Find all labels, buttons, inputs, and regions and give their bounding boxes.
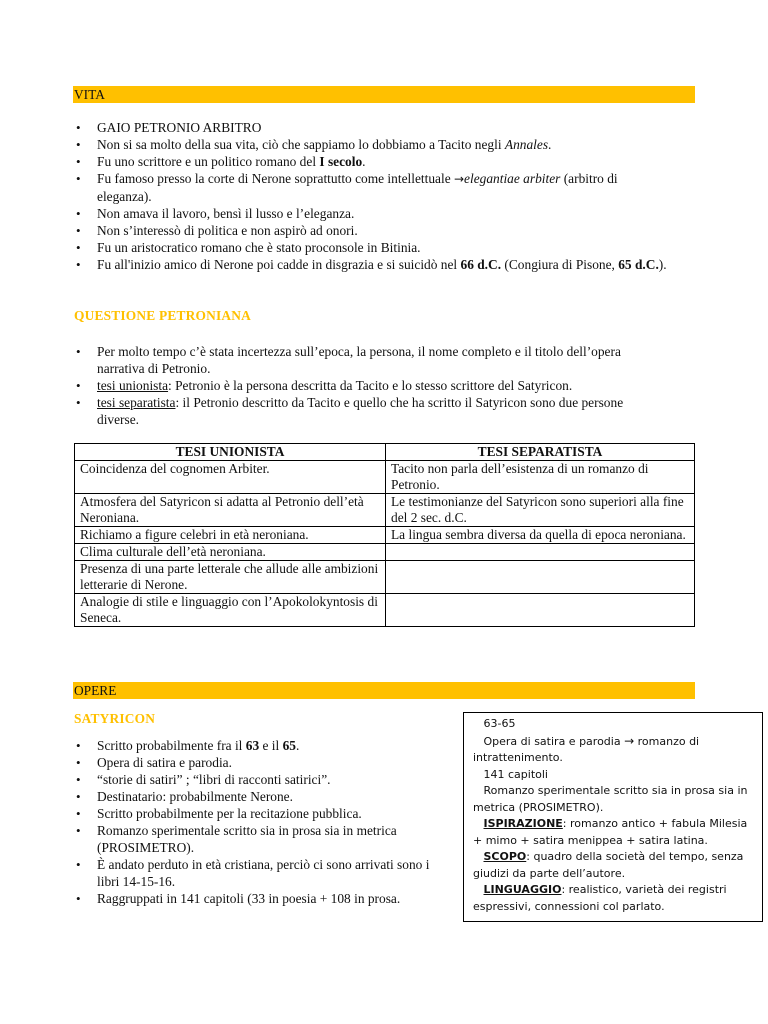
satyricon-list	[74, 737, 452, 907]
table-cell: La lingua sembra diversa da quella di epoca neroniana.	[386, 527, 695, 544]
summary-line: Romanzo sperimentale scritto sia in prosa sia in metrica (PROSIMETRO).	[473, 784, 748, 814]
list-item: • Opera di satira e parodia.	[74, 754, 452, 771]
questione-list	[74, 343, 664, 428]
section-heading-opere: OPERE	[73, 682, 695, 699]
summary-line: 63-65	[483, 717, 516, 730]
summary-box	[463, 712, 763, 922]
table-cell: Le testimonianze del Satyricon sono superiori alla fine del 2 sec. d.C.	[386, 494, 695, 527]
list-item: • È andato perduto in età cristiana, perciò ci sono arrivati sono i libri 14-15-16.	[74, 856, 452, 890]
table-cell: Richiamo a figure celebri in età neroniana.	[75, 527, 386, 544]
table-header-row	[75, 444, 695, 461]
summary-line: Opera di satira e parodia → romanzo di intrattenimento.	[473, 733, 700, 764]
list-item: • tesi unionista: Petronio è la persona descritta da Tacito e lo stesso scrittore del Satyricon.	[74, 377, 664, 394]
table-row	[75, 494, 695, 527]
list-item: • “storie di satiri” ; “libri di racconti satirici”.	[74, 771, 452, 788]
table-row	[75, 561, 695, 594]
table-cell: Coincidenza del cognomen Arbiter.	[75, 461, 386, 494]
table-row	[75, 594, 695, 627]
table-cell: Atmosfera del Satyricon si adatta al Petronio dell’età Neroniana.	[75, 494, 386, 527]
table-cell: Analogie di stile e linguaggio con l’Apokolokyntosis di Seneca.	[75, 594, 386, 627]
list-item: • Destinatario: probabilmente Nerone.	[74, 788, 452, 805]
table-cell: Clima culturale dell’età neroniana.	[75, 544, 386, 561]
list-item: • Scritto probabilmente per la recitazione pubblica.	[74, 805, 452, 822]
list-item: • Romanzo sperimentale scritto sia in prosa sia in metrica (PROSIMETRO).	[74, 822, 452, 856]
table-cell	[386, 594, 695, 627]
arrow-right-icon: →	[624, 733, 635, 748]
list-item: • Fu all'inizio amico di Nerone poi cadde in disgrazia e si suicidò nel 66 d.C. (Congiura di Pisone, 65 d.C.).	[74, 256, 674, 273]
table-cell: Tacito non parla dell’esistenza di un romanzo di Petronio.	[386, 461, 695, 494]
list-item: • tesi separatista: il Petronio descritto da Tacito e quello che ha scritto il Satyricon sono due persone diverse.	[74, 394, 664, 428]
table-cell	[386, 544, 695, 561]
table-cell: Presenza di una parte letterale che allude alle ambizioni letterarie di Nerone.	[75, 561, 386, 594]
tesi-table	[74, 443, 695, 627]
table-row	[75, 527, 695, 544]
subheading-satyricon: SATYRICON	[74, 711, 156, 726]
list-item: • Non s’interessò di politica e non aspirò ad onori.	[74, 222, 674, 239]
list-item: • Fu famoso presso la corte di Nerone soprattutto come intellettuale →elegantiae arbiter (arbitro di eleganza).	[74, 170, 674, 205]
list-item: • GAIO PETRONIO ARBITRO	[74, 119, 674, 136]
summary-line: SCOPO: quadro della società del tempo, senza giudizi da parte dell’autore.	[473, 850, 744, 880]
arrow-right-icon: →	[453, 172, 465, 186]
summary-line: LINGUAGGIO: realistico, varietà dei registri espressivi, connessioni col parlato.	[473, 883, 727, 913]
list-item: • Fu uno scrittore e un politico romano del I secolo.	[74, 153, 674, 170]
list-item: • Fu un aristocratico romano che è stato proconsole in Bitinia.	[74, 239, 674, 256]
column-header: TESI UNIONISTA	[75, 444, 386, 461]
section-heading-questione: QUESTIONE PETRONIANA	[74, 308, 251, 323]
list-item: • Raggruppati in 141 capitoli (33 in poesia + 108 in prosa.	[74, 890, 452, 907]
table-cell	[386, 561, 695, 594]
vita-list	[74, 119, 674, 273]
section-heading-vita: VITA	[73, 86, 695, 103]
table-row	[75, 461, 695, 494]
summary-line: 141 capitoli	[483, 767, 548, 781]
table-row	[75, 544, 695, 561]
list-item: • Non si sa molto della sua vita, ciò che sappiamo lo dobbiamo a Tacito negli Annales.	[74, 136, 674, 153]
summary-line: ISPIRAZIONE: romanzo antico + fabula Milesia + mimo + satira menippea + satira latina.	[473, 817, 748, 847]
list-item: • Scritto probabilmente fra il 63 e il 65.	[74, 737, 452, 754]
list-item: • Per molto tempo c’è stata incertezza sull’epoca, la persona, il nome completo e il titolo dell’opera narrativa di Petronio.	[74, 343, 664, 377]
list-item: • Non amava il lavoro, bensì il lusso e l’eleganza.	[74, 205, 674, 222]
column-header: TESI SEPARATISTA	[386, 444, 695, 461]
